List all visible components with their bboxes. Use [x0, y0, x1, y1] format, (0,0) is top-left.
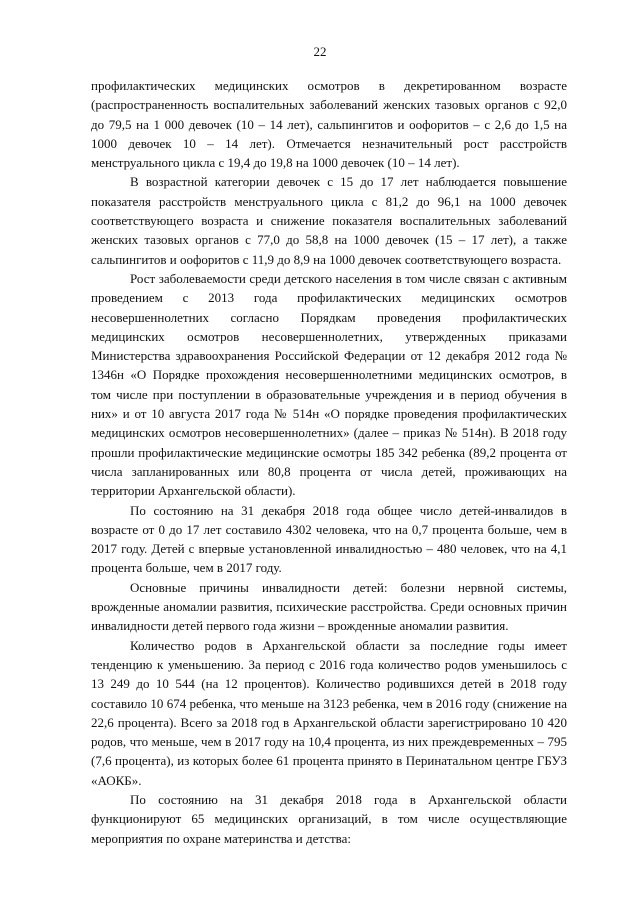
- page-number: 22: [313, 44, 327, 59]
- paragraph-medical-organizations: По состоянию на 31 декабря 2018 года в Архангельской области функционируют 65 медицинских организаций, в том числе осуществляющие мероприятия по охране материнства и детства:: [91, 791, 567, 846]
- paragraph-continued-menstrual-stats: профилактических медицинских осмотров в декретированном возрасте (распространенность воспалительных заболеваний женских тазовых органов с 92,0 до 79,5 на 1 000 девочек (10 – 14 лет), сальпингитов и оофоритов – с 2,6 до 1,5 на 1000 девочек 10 – 14 лет). Отмечается незначительный рост расстройств менструального цикла с 19,4 до 19,8 на 1000 девочек (10 – 14 лет).: [91, 78, 567, 171]
- document-body: [91, 76, 567, 848]
- paragraph-births: Количество родов в Архангельской области за последние годы имеет тенденцию к уменьшению. За период с 2016 года количество родов уменьшилось с 13 249 до 10 544 (на 12 процентов). Количество родившихся детей в 2018 году составило 10 674 ребенка, что меньше на 3123 ребенка, чем в 2016 году (снижение на 22,6 процента). Всего за 2018 год в Архангельской области зарегистрировано 10 420 родов, что меньше, чем в 2017 году на 10,4 процента, из них преждевременных – 795 (7,6 процента), из которых более 61 процента принято в Перинатальном центре ГБУЗ «АОКБ».: [91, 637, 567, 788]
- paragraph-girls-15-17: В возрастной категории девочек с 15 до 17 лет наблюдается повышение показателя расстройств менструального цикла с 81,2 до 96,1 на 1000 девочек соответствующего возраста и снижение показателя воспалительных заболеваний женских тазовых органов с 77,0 до 58,8 на 1000 девочек (15 – 17 лет), а также сальпингитов и оофоритов с 11,9 до 8,9 на 1000 девочек соответствующего возраста.: [91, 174, 567, 267]
- paragraph-disabled-children: По состоянию на 31 декабря 2018 года общее число детей-инвалидов в возрасте от 0 до 17 лет составило 4302 человека, что на 0,7 процента больше, чем в 2017 году. Детей с впервые установленной инвалидностью – 480 человек, что на 4,1 процента больше, чем в 2017 году.: [91, 502, 567, 576]
- paragraph-disability-causes: Основные причины инвалидности детей: болезни нервной системы, врожденные аномалии развития, психические расстройства. Среди основных причин инвалидности детей первого года жизни – врожденные аномалии развития.: [91, 579, 567, 634]
- paragraph-preventive-exams: Рост заболеваемости среди детского населения в том числе связан с активным проведением с 2013 года профилактических медицинских осмотров несовершеннолетних согласно Порядкам проведения профилактических медицинских осмотров несовершеннолетних, утвержденных приказами Министерства здравоохранения Российской Федерации от 12 декабря 2012 года № 1346н «О Порядке прохождения несовершеннолетними медицинских осмотров, в том числе при поступлении в образовательные учреждения и в период обучения в них» и от 10 августа 2017 года № 514н «О порядке проведения профилактических медицинских осмотров несовершеннолетних» (далее – приказ № 514н). В 2018 году прошли профилактические медицинские осмотры 185 342 ребенка (89,2 процента от числа запланированных или 80,8 процента от числа детей, проживающих на территории Архангельской области).: [91, 270, 567, 499]
